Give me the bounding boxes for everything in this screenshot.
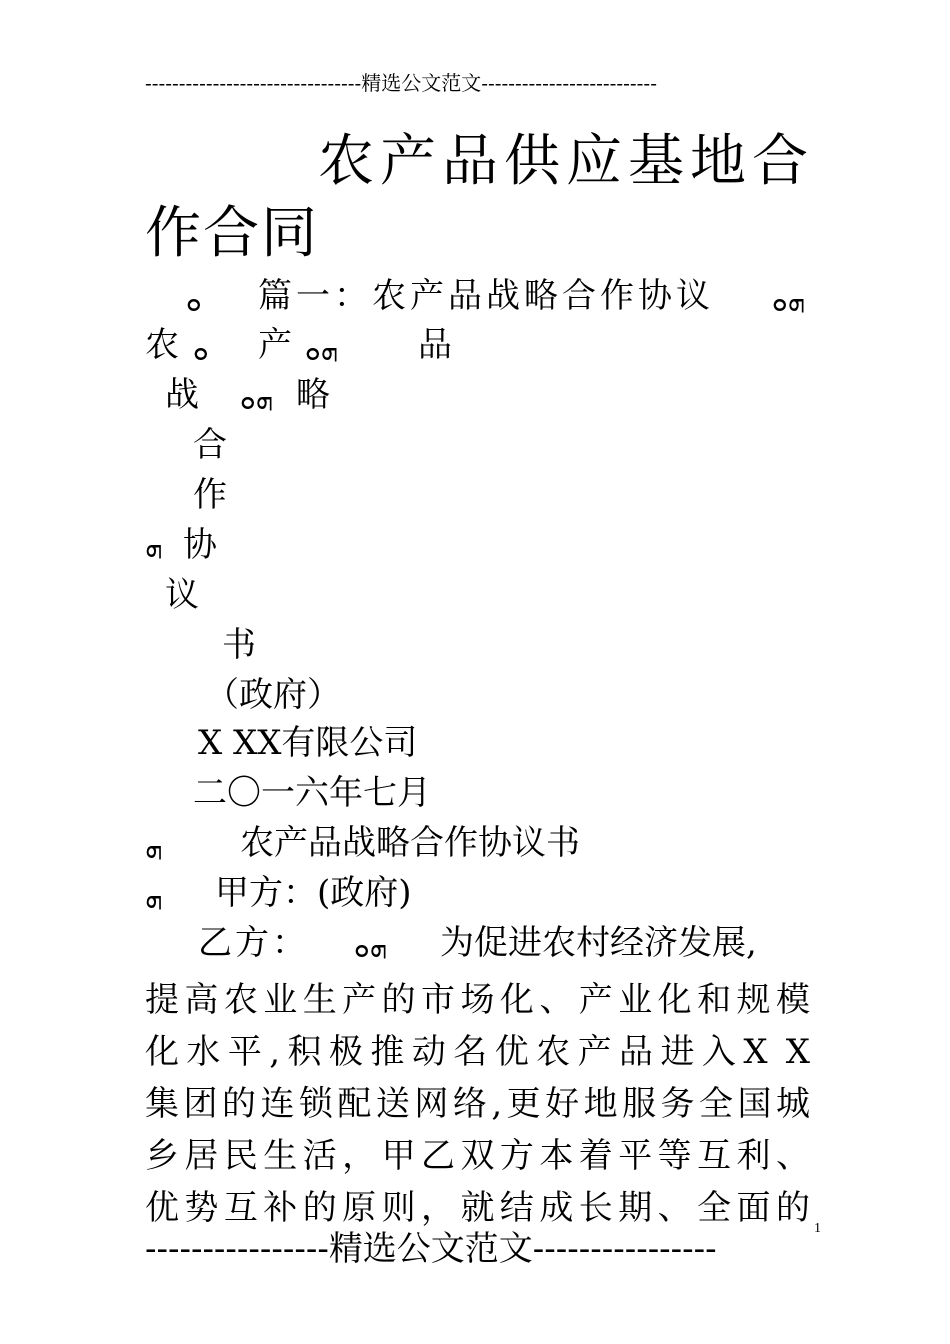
scattered-char: 议 xyxy=(165,575,199,615)
document-title-line-2: 作合同 xyxy=(145,201,319,266)
scattered-char: 品 xyxy=(418,325,452,365)
scattered-char: 作 xyxy=(193,475,227,515)
symbol-mark: ܗ xyxy=(145,882,163,915)
scattered-char: 略 xyxy=(296,375,330,415)
party-a-line: 甲方：(政府) xyxy=(215,873,412,913)
body-paragraph xyxy=(145,974,810,1234)
document-date: 二〇一六年七月 xyxy=(193,773,431,813)
symbol-mark: ܗܘ xyxy=(354,931,388,964)
body-text-line: 化水平,积极推动名优农产品进入X X xyxy=(145,1032,810,1072)
party-b-label: 乙方： xyxy=(198,923,309,963)
symbol-mark: ܗܘ xyxy=(305,334,339,367)
agreement-title: 农产品战略合作协议书 xyxy=(240,823,580,863)
company-name: X XX有限公司 xyxy=(198,723,418,763)
scattered-char: 合 xyxy=(193,425,227,465)
chapter-heading: 篇一：农产品战略合作协议 xyxy=(258,276,714,316)
scattered-char: 产 xyxy=(258,325,292,365)
symbol-mark: ܗܘ xyxy=(240,383,274,416)
body-text-line: 为促进农村经济发展, xyxy=(440,923,757,963)
scattered-char: 战 xyxy=(165,375,199,415)
scattered-char: 书 xyxy=(222,625,256,665)
symbol-mark: ܗ xyxy=(145,531,163,564)
page-number: 1 xyxy=(814,1221,821,1236)
body-text-line: 优势互补的原则，就结成长期、全面的 xyxy=(145,1188,810,1228)
body-text-line: 乡居民生活，甲乙双方本着平等互利、 xyxy=(145,1136,810,1176)
body-text-line: 集团的连锁配送网络,更好地服务全国城 xyxy=(145,1084,810,1124)
document-title-line-1: 农产品供应基地合 xyxy=(318,129,814,194)
government-label: （政府） xyxy=(205,675,341,715)
scattered-char: 协 xyxy=(183,525,217,565)
symbol-mark: ܗ xyxy=(145,832,163,865)
page-footer: ----------------精选公文范文---------------- xyxy=(145,1229,717,1269)
symbol-mark: ܘ xyxy=(193,334,209,367)
page-header: --------------------------------精选公文范文-------------------------- xyxy=(145,71,657,95)
scattered-char: 农 xyxy=(145,325,179,365)
body-text-line: 提高农业生产的市场化、产业化和规模 xyxy=(145,980,810,1020)
symbol-mark: ܘ xyxy=(186,285,202,318)
symbol-mark: ܗܘ xyxy=(772,285,806,318)
